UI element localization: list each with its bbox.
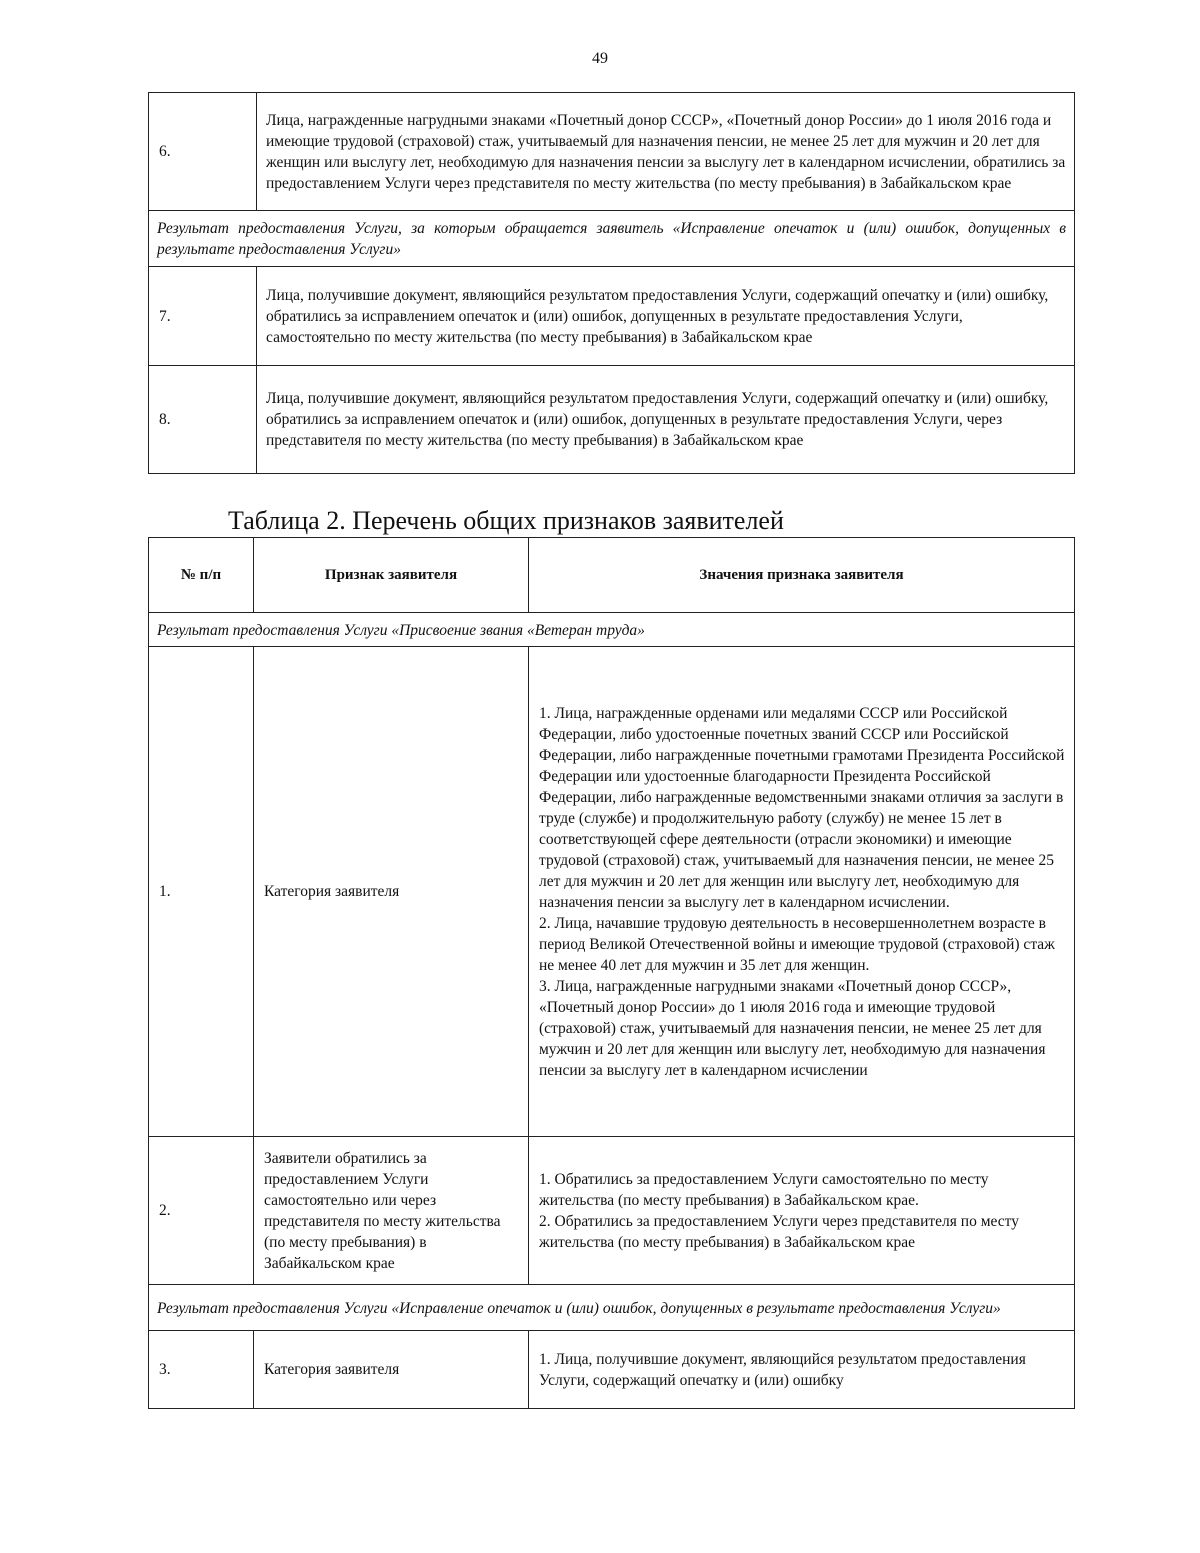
row-number: 2.: [149, 1137, 254, 1285]
row-attribute: Заявители обратились за предоставлением Услуги самостоятельно или через представителя по месту жительства (по месту пребывания) в Забайкальском крае: [254, 1137, 529, 1285]
result-header-row: [149, 613, 1075, 647]
result-header: Результат предоставления Услуги «Исправление опечаток и (или) ошибок, допущенных в результате предоставления Услуги»: [149, 1285, 1075, 1331]
row-number: 6.: [149, 93, 257, 211]
column-header-values: Значения признака заявителя: [529, 538, 1075, 613]
table-row: [149, 647, 1075, 1137]
row-values: [529, 647, 1075, 1137]
value-item: 1. Обратились за предоставлением Услуги самостоятельно по месту жительства (по месту пребывания) в Забайкальском крае.: [539, 1170, 989, 1209]
row-text: Лица, получившие документ, являющийся результатом предоставления Услуги, содержащий опечатку и (или) ошибку, обратились за исправлением опечаток и (или) ошибок, допущенных в результате предоставления Услуги, самостоятельно по месту жительства (по месту пребывания) в Забайкальском крае: [257, 267, 1075, 366]
value-item: 2. Обратились за предоставлением Услуги через представителя по месту жительства (по месту пребывания) в Забайкальском крае: [539, 1212, 1019, 1251]
column-header-attribute: Признак заявителя: [254, 538, 529, 613]
result-header-row: [149, 1285, 1075, 1331]
row-number: 8.: [149, 366, 257, 474]
result-header: Результат предоставления Услуги, за которым обращается заявитель «Исправление опечаток и (или) ошибок, допущенных в результате предоставления Услуги»: [149, 211, 1075, 267]
applicant-attributes-table: [148, 537, 1075, 1409]
row-text: Лица, получившие документ, являющийся результатом предоставления Услуги, содержащий опечатку и (или) ошибку, обратились за исправлением опечаток и (или) ошибок, допущенных в результате предоставления Услуги, через представителя по месту жительства (по месту пребывания) в Забайкальском крае: [257, 366, 1075, 474]
value-item: 1. Лица, награжденные орденами или медалями СССР или Российской Федерации, либо удостоенные почетных званий СССР или Российской Федерации, либо награжденные почетными грамотами Президента Российской Федерации или удостоенные благодарности Президента Российской Федерации, либо награжденные ведомственными знаками отличия за заслуги в труде (службе) и продолжительную работу (службу) не менее 15 лет в соответствующей сфере деятельности (отрасли экономики) и имеющие трудовой (страховой) стаж, учитываемый для назначения пенсии, не менее 25 лет для мужчин и 20 лет для женщин или выслугу лет, необходимую для назначения пенсии за выслугу лет в календарном исчислении.: [539, 704, 1065, 911]
value-item: 1. Лица, получившие документ, являющийся результатом предоставления Услуги, содержащий опечатку и (или) ошибку: [539, 1350, 1026, 1389]
row-values: [529, 1331, 1075, 1409]
row-attribute: Категория заявителя: [254, 647, 529, 1137]
row-number: 1.: [149, 647, 254, 1137]
row-number: 3.: [149, 1331, 254, 1409]
row-text: Лица, награжденные нагрудными знаками «Почетный донор СССР», «Почетный донор России» до 1 июля 2016 года и имеющие трудовой (страховой) стаж, учитываемый для назначения пенсии, не менее 25 лет для мужчин и 20 лет для женщин или выслугу лет, необходимую для назначения пенсии за выслугу лет в календарном исчислении, обратились за предоставлением Услуги через представителя по месту жительства (по месту пребывания) в Забайкальском крае: [257, 93, 1075, 211]
result-header: Результат предоставления Услуги «Присвоение звания «Ветеран труда»: [149, 613, 1075, 647]
table-row: [149, 1331, 1075, 1409]
applicant-variants-table-continued: [148, 92, 1075, 474]
row-number: 7.: [149, 267, 257, 366]
page-number: 49: [592, 50, 608, 67]
table-row: [149, 366, 1075, 474]
table-row: [149, 93, 1075, 211]
header-row: [149, 538, 1075, 613]
value-item: 3. Лица, награжденные нагрудными знаками «Почетный донор СССР», «Почетный донор России» до 1 июля 2016 года и имеющие трудовой (страховой) стаж, учитываемый для назначения пенсии, не менее 25 лет для мужчин и 20 лет для женщин или выслугу лет, необходимую для назначения пенсии за выслугу лет в календарном исчислении: [539, 977, 1046, 1079]
row-values: [529, 1137, 1075, 1285]
column-header-number: № п/п: [149, 538, 254, 613]
table-title: Таблица 2. Перечень общих признаков заявителей: [228, 506, 784, 535]
table-row: [149, 1137, 1075, 1285]
result-header-row: [149, 211, 1075, 267]
row-attribute: Категория заявителя: [254, 1331, 529, 1409]
value-item: 2. Лица, начавшие трудовую деятельность в несовершеннолетнем возрасте в период Великой Отечественной войны и имеющие трудовой (страховой) стаж не менее 40 лет для мужчин и 35 лет для женщин.: [539, 914, 1055, 974]
table-row: [149, 267, 1075, 366]
